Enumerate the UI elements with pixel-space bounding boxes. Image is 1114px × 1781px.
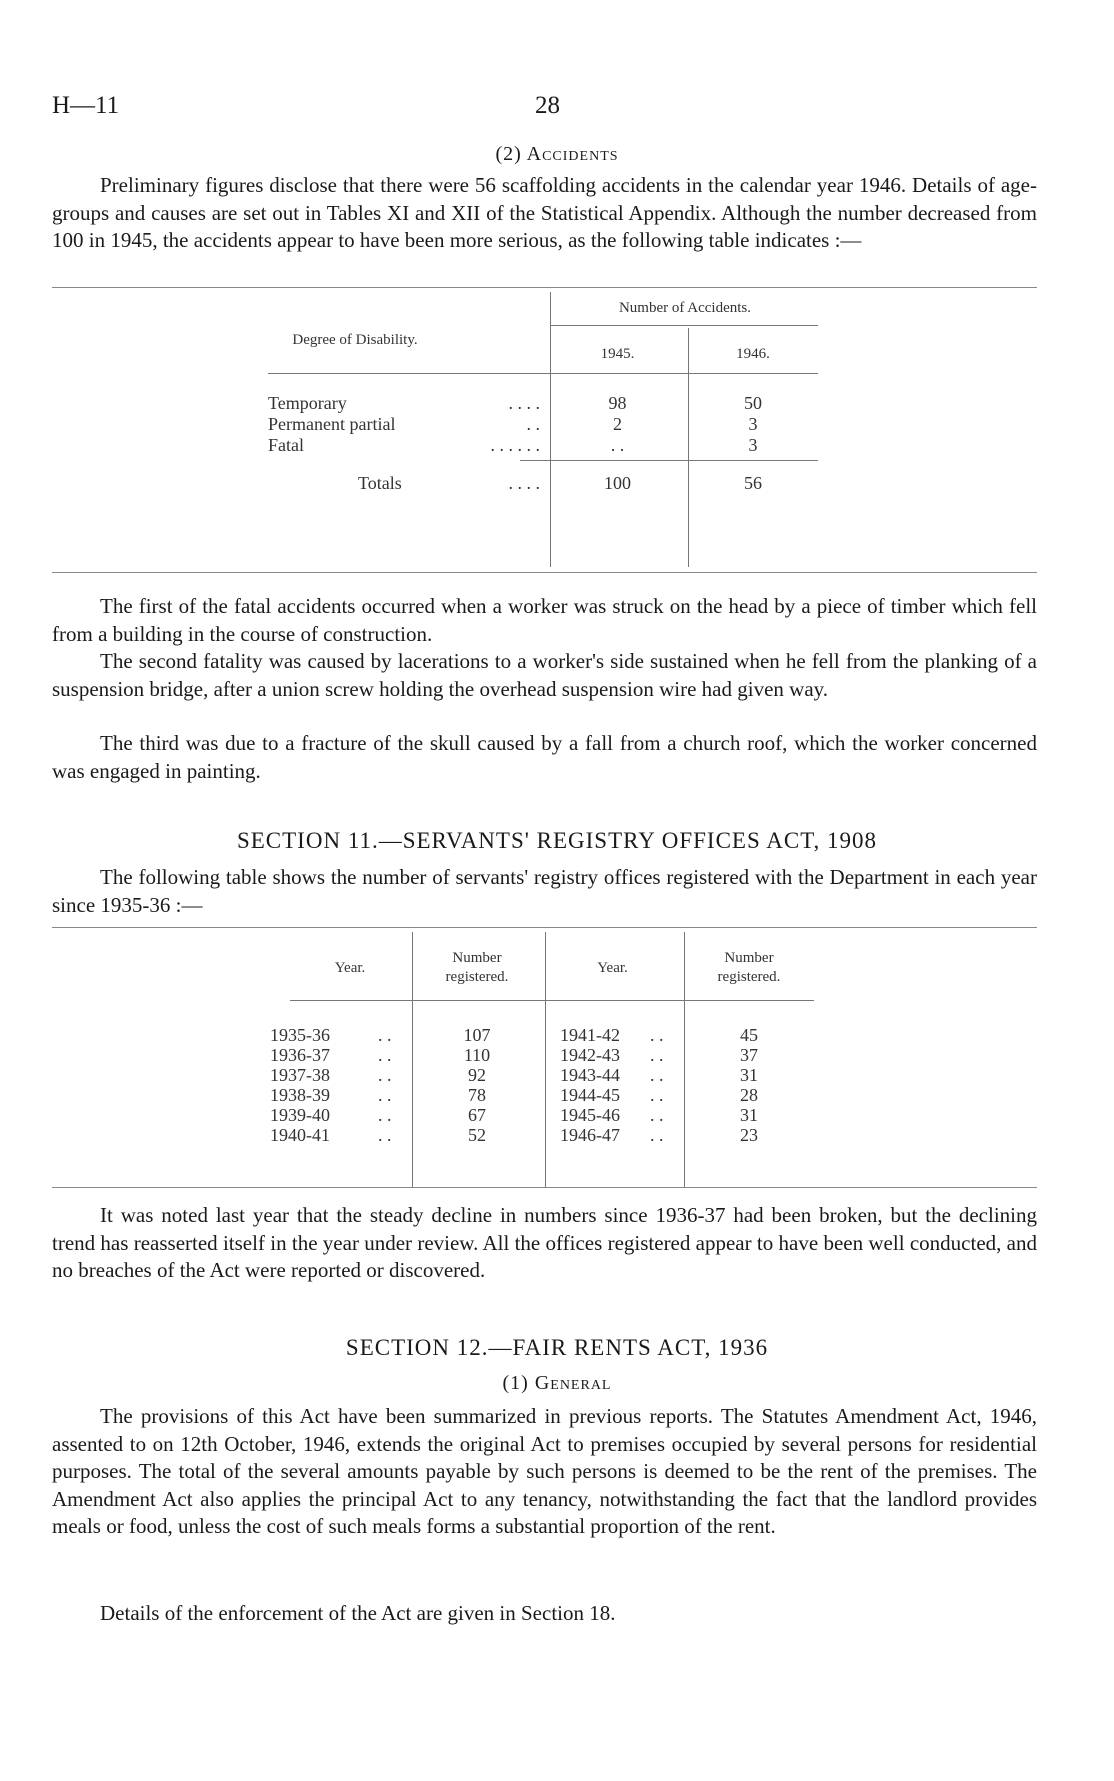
- header-bottom-rule: [268, 373, 818, 374]
- leader-dots: . . . .: [508, 393, 540, 413]
- leader-dots: . .: [526, 414, 540, 434]
- col-header-1946: 1946.: [736, 346, 770, 362]
- year-cell: 1943-44: [560, 1065, 620, 1085]
- registered-count: 23: [740, 1125, 758, 1145]
- col-header-1945: 1945.: [600, 346, 635, 362]
- total-1945: 100: [604, 473, 631, 493]
- disability-label: Temporary: [268, 393, 347, 413]
- value-1945: . .: [610, 435, 625, 455]
- year-cell: 1942-43: [560, 1045, 620, 1065]
- registered-count: 28: [740, 1085, 758, 1105]
- header-divider: [550, 325, 818, 326]
- value-1945: 2: [613, 414, 622, 434]
- value-1946: 3: [748, 435, 758, 455]
- value-1946: 3: [748, 414, 758, 434]
- registered-count: 107: [463, 1025, 491, 1045]
- registered-count: 110: [463, 1045, 491, 1065]
- section-12-paragraph-2: Details of the enforcement of the Act are given in Section 18.: [100, 1601, 616, 1625]
- leader-dots: . .: [650, 1065, 664, 1085]
- number-header-right-line1: Number: [724, 950, 774, 966]
- fatal-accident-paragraph-3: The third was due to a fracture of the skull caused by a fall from a church roof, which the worker concerned was engaged in painting.: [52, 731, 1037, 783]
- year-cell: 1941-42: [560, 1025, 620, 1045]
- leader-dots: . .: [650, 1105, 664, 1125]
- leader-dots: . .: [650, 1025, 664, 1045]
- document-code: H—11: [52, 92, 120, 119]
- year-cell: 1946-47: [560, 1125, 620, 1145]
- registered-count: 31: [740, 1105, 758, 1125]
- year-cell: 1935-36: [270, 1025, 330, 1045]
- year-cell: 1945-46: [560, 1105, 620, 1125]
- number-header-left-line2: registered.: [445, 969, 509, 985]
- fatal-accident-paragraph-2: The second fatality was caused by lacerations to a worker's side sustained when he fell from the planking of a suspension bridge, after a union screw holding the overhead suspension wire had given way.: [52, 649, 1037, 701]
- leader-dots: . .: [650, 1045, 664, 1065]
- section-11-note: It was noted last year that the steady decline in numbers since 1936-37 had been broken, but the declining trend has reasserted itself in the year under review. All the offices registered appear to have been well conducted, and no breaches of the Act were reported or discovered.: [52, 1203, 1037, 1282]
- year-cell: 1938-39: [270, 1085, 330, 1105]
- registered-count: 92: [468, 1065, 486, 1085]
- year-cell: 1944-45: [560, 1085, 620, 1105]
- leader-dots: . .: [378, 1045, 392, 1065]
- registered-count: 52: [468, 1125, 486, 1145]
- number-of-accidents-header: Number of Accidents.: [618, 300, 752, 316]
- registered-count: 31: [740, 1065, 758, 1085]
- page-number: 28: [535, 92, 560, 119]
- header-bottom-rule: [290, 1000, 814, 1001]
- section-11-intro: The following table shows the number of servants' registry offices registered with the Department in each year since 1935-36 :—: [52, 865, 1037, 917]
- section-11-title: SECTION 11.—SERVANTS' REGISTRY OFFICES ACT, 1908: [236, 828, 878, 853]
- leader-dots: . .: [650, 1085, 664, 1105]
- leader-dots: . . . . . .: [490, 435, 540, 455]
- section-12-title: SECTION 12.—FAIR RENTS ACT, 1936: [345, 1335, 769, 1360]
- total-1946: 56: [744, 473, 762, 493]
- general-subheading: (1) General: [502, 1372, 612, 1394]
- year-cell: 1936-37: [270, 1045, 330, 1065]
- year-header-right: Year.: [597, 960, 628, 976]
- year-cell: 1937-38: [270, 1065, 330, 1085]
- totals-label: Totals: [358, 473, 402, 493]
- totals-rule: [520, 460, 818, 461]
- number-header-right-line2: registered.: [717, 969, 781, 985]
- leader-dots: . .: [378, 1085, 392, 1105]
- disability-label: Permanent partial: [268, 414, 396, 434]
- registered-count: 78: [468, 1085, 486, 1105]
- leader-dots: . .: [650, 1125, 664, 1145]
- section-12-paragraph-1: The provisions of this Act have been summarized in previous reports. The Statutes Amendment Act, 1946, assented to on 12th October, 1946, extends the original Act to premises occupied by several persons for residential purposes. The total of the several amounts payable by such persons is deemed to be the rent of the premises. The Amendment Act also applies the principal Act to any tenancy, notwithstanding the fact that the landlord provides meals or food, unless the cost of such meals forms a substantial proportion of the rent.: [52, 1404, 1037, 1538]
- table-top-rule: [52, 287, 1037, 288]
- table-bottom-rule: [52, 1187, 1037, 1188]
- registered-count: 45: [740, 1025, 758, 1045]
- leader-dots: . .: [378, 1125, 392, 1145]
- year-cell: 1940-41: [270, 1125, 330, 1145]
- disability-label: Fatal: [268, 435, 304, 455]
- table-bottom-rule: [52, 572, 1037, 573]
- year-header-left: Year.: [334, 960, 366, 976]
- value-1945: 98: [608, 393, 627, 413]
- accidents-heading: (2) Accidents: [495, 143, 619, 165]
- year-cell: 1939-40: [270, 1105, 330, 1125]
- value-1946: 50: [744, 393, 762, 413]
- leader-dots: . .: [378, 1025, 392, 1045]
- registered-count: 67: [468, 1105, 486, 1125]
- leader-dots: . .: [378, 1105, 392, 1125]
- accidents-intro-paragraph: Preliminary figures disclose that there were 56 scaffolding accidents in the calendar year 1946. Details of age-groups and causes are set out in Tables XI and XII of the Statistical Appendix. Although the number decreased from 100 in 1945, the accidents appear to have been more serious, as the following table indicates :—: [52, 173, 1037, 252]
- leader-dots: . . . .: [508, 473, 540, 493]
- number-header-left-line1: Number: [452, 950, 502, 966]
- registered-count: 37: [740, 1045, 758, 1065]
- fatal-accident-paragraph-1: The first of the fatal accidents occurred when a worker was struck on the head by a piece of timber which fell from a building in the course of construction.: [52, 594, 1037, 646]
- degree-of-disability-header: Degree of Disability.: [292, 332, 418, 348]
- column-rule: [545, 932, 546, 1187]
- leader-dots: . .: [378, 1065, 392, 1085]
- table-top-rule: [52, 927, 1037, 928]
